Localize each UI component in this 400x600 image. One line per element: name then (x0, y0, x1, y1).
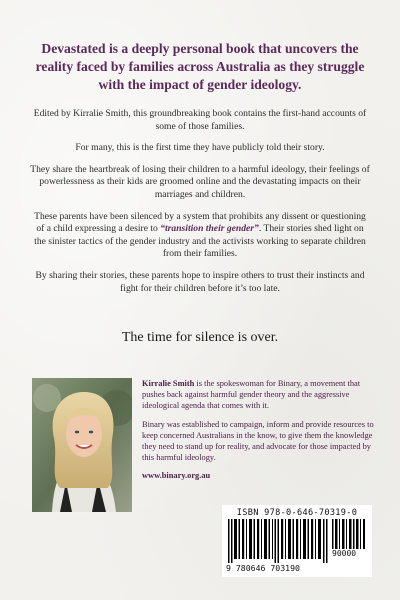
barcode (222, 505, 372, 577)
author-photo (32, 378, 132, 512)
tagline: The time for silence is over. (121, 330, 279, 345)
binary-description: Binary was established to campaign, inform and provide resources to keep concerned Australians in the know, to give them the knowledge they need to stand up for reality, and advocate for those impacted by this harmful ideology. (142, 419, 374, 463)
author-bio (142, 378, 374, 489)
first-time-paragraph: For many, this is the first time they have publicly told their story. (75, 142, 325, 154)
author-portrait-image (32, 378, 132, 512)
heartbreak-paragraph: They share the heartbreak of losing their children to a harmful ideology, their feelings of powerlessness as their kids are groomed online and the devastating impacts on their marriages and children. (30, 163, 370, 200)
ean-number: 9 780646 703190 (226, 563, 300, 573)
author-name: Kirralie Smith (142, 379, 195, 388)
silenced-text-start: These parents have been silenced by a system that prohibits any dissent or questioning of a child expressing a desire to (34, 210, 366, 235)
author-description (142, 378, 374, 412)
lead-paragraph: Devastated is a deeply personal book that uncovers the reality faced by families across Australia as they struggle with the impact of gender ideology. (35, 41, 365, 92)
author-description-text: is the spokeswoman for Binary, a movement that pushes back against harmful gender theory and the aggressive ideological agenda that comes with it. (142, 379, 361, 411)
transition-quote: “transition their gender” (160, 223, 259, 235)
sharing-paragraph: By sharing their stories, these parents hope to inspire others to trust their instincts and fight for their children before it’s too late. (35, 269, 365, 294)
ean-barcode-image (228, 519, 328, 563)
blurb (30, 40, 370, 304)
editor-paragraph: Edited by Kirralie Smith, this groundbreaking book contains the first-hand accounts of some of those families. (33, 108, 367, 132)
silenced-text-end: . Their stories shed light on the sinister tactics of the gender industry and the activists working to separate children from their families. (34, 223, 366, 260)
website-link[interactable]: www.binary.org.au (142, 471, 211, 481)
barcode-addon-text (332, 519, 366, 558)
silenced-paragraph (30, 211, 370, 261)
isbn-text: ISBN 978-0-646-70319-0 (236, 508, 358, 518)
addon-barcode-image (332, 519, 366, 549)
addon-code: 90000 (332, 549, 357, 558)
